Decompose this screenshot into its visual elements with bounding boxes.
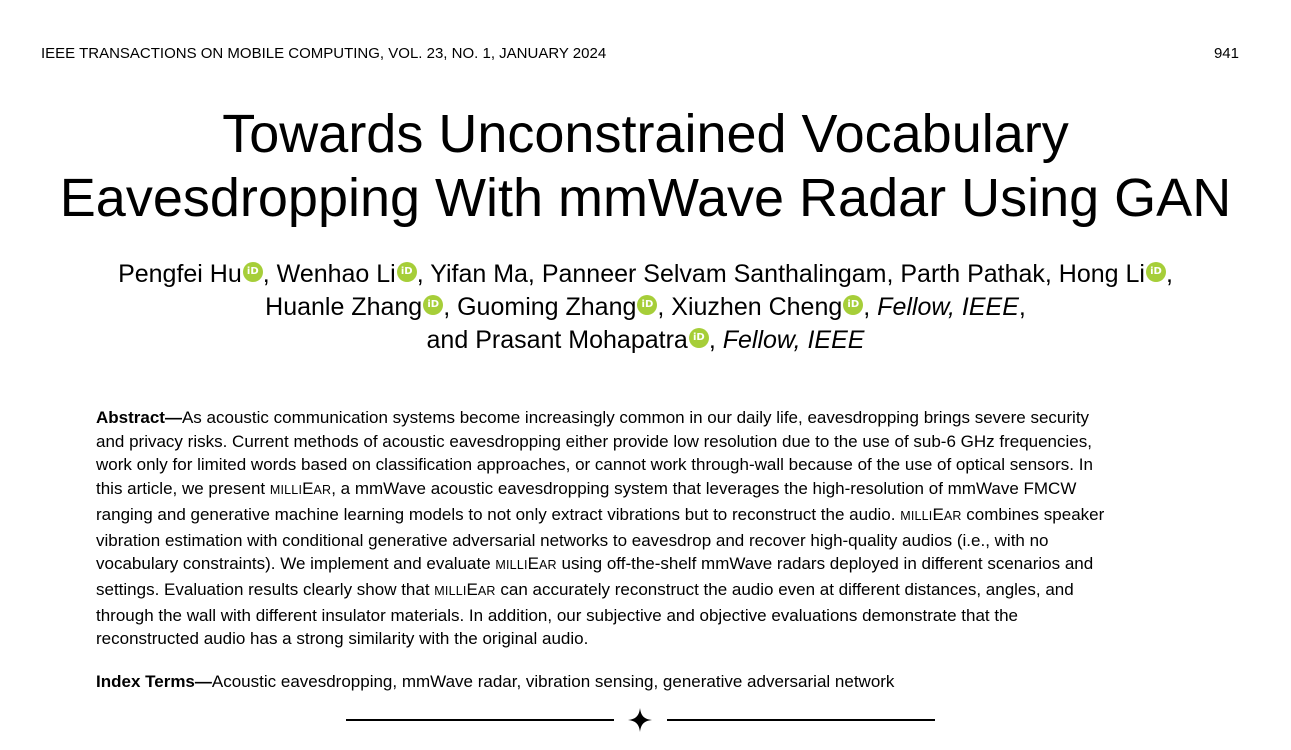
orcid-icon[interactable]: iD (397, 262, 417, 282)
abstract-line: reconstructed audio has a strong similarity with the original audio. (96, 629, 589, 649)
system-name-part: AR (477, 583, 496, 598)
abstract-label: Abstract— (96, 408, 182, 427)
page-number: 941 (1213, 45, 1239, 62)
journal-header: IEEE TRANSACTIONS ON MOBILE COMPUTING, VOL. 23, NO. 1, JANUARY 2024 (41, 45, 607, 62)
orcid-icon[interactable]: iD (243, 262, 263, 282)
abstract-line: work only for limited words based on classification approaches, or cannot work through-wall because of the use of optical sensors. In (96, 455, 1093, 475)
abstract-text: using off-the-shelf mmWave radars deployed in different scenarios and (556, 554, 1094, 574)
abstract-line: vibration estimation with conditional generative adversarial networks to eavesdrop and recover high-quality audios (i.e., with no (96, 530, 1049, 550)
system-name-part: MILLI (434, 583, 467, 598)
abstract-text: this article, we present (96, 479, 270, 499)
abstract-line: through the wall with different insulator materials. In addition, our subjective and objective evaluations demonstrate that the (96, 605, 1019, 625)
abstract-line (96, 503, 1186, 529)
abstract-line (96, 552, 1186, 578)
title-line-1: Towards Unconstrained Vocabulary (222, 104, 1069, 164)
four-point-star-icon (627, 707, 653, 733)
abstract-text: As acoustic communication systems become increasingly common in our daily life, eavesdropping brings severe security (181, 408, 1090, 427)
system-name-part: MILLI (269, 483, 303, 498)
system-name-part: E (527, 554, 539, 574)
system-name (900, 505, 961, 524)
abstract-line (96, 477, 1186, 503)
author-line-2: Huanle Zhang iD , Guoming Zhang iD , Xiuzhen Cheng iD , Fellow, IEEE, (265, 293, 1026, 321)
title-line-2: Eavesdropping With mmWave Radar Using GAN (59, 168, 1232, 228)
author-name: Pengfei Hu (118, 260, 242, 288)
abstract-line (96, 578, 1186, 604)
index-terms-label: Index Terms— (96, 672, 212, 691)
orcid-icon[interactable]: iD (843, 295, 863, 315)
abstract-line (96, 406, 1186, 430)
system-name-part: AR (539, 558, 557, 573)
author-name: Guoming Zhang (457, 293, 637, 321)
system-name-part: AR (943, 508, 962, 523)
index-terms (96, 672, 894, 692)
author-name: Yifan Ma, Panneer Selvam Santhalingam, Parth Pathak, Hong Li (430, 260, 1145, 288)
abstract-text: settings. Evaluation results clearly show that (96, 579, 435, 599)
orcid-icon[interactable]: iD (1146, 262, 1166, 282)
paper-title (0, 102, 1291, 230)
index-terms-text: Acoustic eavesdropping, mmWave radar, vibration sensing, generative adversarial network (211, 672, 895, 691)
orcid-icon[interactable]: iD (637, 295, 657, 315)
divider-line-left (346, 719, 614, 721)
abstract-text: combines speaker (961, 504, 1105, 524)
author-name: Huanle Zhang (265, 293, 423, 321)
abstract (96, 406, 1186, 651)
system-name (495, 554, 556, 573)
orcid-icon[interactable]: iD (423, 295, 443, 315)
abstract-text: can accurately reconstruct the audio even at different distances, angles, and (495, 579, 1074, 599)
author-name: Xiuzhen Cheng (671, 293, 843, 321)
system-name-part: MILLI (495, 558, 528, 573)
abstract-text: ranging and generative machine learning models to not only extract vibrations but to reconstruct the audio. (96, 504, 901, 524)
divider-line-right (667, 719, 935, 721)
fellow-title: Fellow, IEEE (877, 293, 1019, 321)
fellow-title: Fellow, IEEE (722, 326, 865, 354)
author-name: and Prasant Mohapatra (426, 326, 688, 354)
system-name (434, 580, 495, 599)
author-list (0, 258, 1291, 357)
system-name-part: E (466, 579, 478, 599)
author-line-1: Pengfei Hu iD , Wenhao Li iD , Yifan Ma, Panneer Selvam Santhalingam, Parth Pathak, Hong Li iD , (118, 260, 1173, 288)
author-line-3: and Prasant Mohapatra iD , Fellow, IEEE (426, 326, 865, 354)
abstract-text: vocabulary constraints). We implement and evaluate (96, 554, 496, 574)
system-name (270, 479, 331, 498)
abstract-line: and privacy risks. Current methods of acoustic eavesdropping either provide low resolution due to the use of sub-6 GHz frequencies, (96, 431, 1092, 451)
system-name-part: E (302, 479, 314, 499)
orcid-icon[interactable]: iD (689, 328, 709, 348)
author-name: Wenhao Li (276, 260, 396, 288)
system-name-part: MILLI (900, 508, 933, 523)
system-name-part: E (932, 504, 944, 524)
system-name-part: AR (313, 483, 332, 498)
abstract-text: , a mmWave acoustic eavesdropping system that leverages the high-resolution of mmWave FMCW (331, 479, 1077, 499)
